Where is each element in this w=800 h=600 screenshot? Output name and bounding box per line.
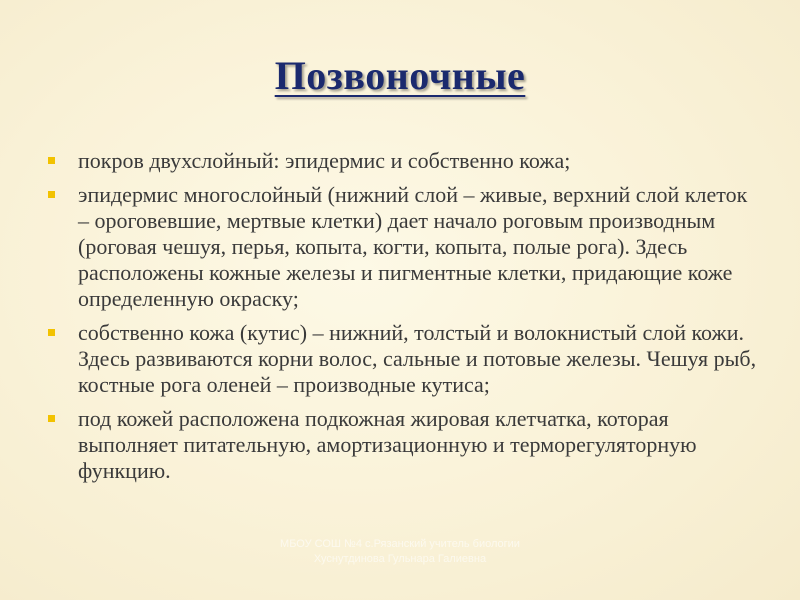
bullet-item — [48, 320, 760, 398]
bullet-text: под кожей расположена подкожная жировая клетчатка, которая выполняет питательную, амортизационную и терморегуляторную функцию. — [78, 406, 697, 483]
bullet-square-icon — [48, 415, 55, 422]
bullet-square-icon — [48, 191, 55, 198]
bullet-square-icon — [48, 157, 55, 164]
bullet-square-icon — [48, 329, 55, 336]
bullet-text: покров двухслойный: эпидермис и собственно кожа; — [78, 148, 571, 173]
footer-credit: МБОУ СОШ №4 с.Рязанский учитель биологии Хуснутдинова Гульнара Галиевна — [280, 538, 520, 565]
bullet-item — [48, 406, 760, 484]
bullet-text: эпидермис многослойный (нижний слой – живые, верхний слой клеток – ороговевшие, мертвые клетки) дает начало роговым производным (роговая чешуя, перья, копыта, когти, копыта, полые рога). Здесь расположены кожные железы и пигментные клетки, придающие коже определенную окраску; — [78, 182, 748, 311]
bullet-item — [48, 182, 760, 312]
bullet-text: собственно кожа (кутис) – нижний, толстый и волокнистый слой кожи. Здесь развиваются корни волос, сальные и потовые железы. Чешуя рыб, костные рога оленей – производные кутиса; — [78, 320, 757, 397]
bullet-item — [48, 148, 760, 174]
slide-title: Позвоночные — [274, 53, 526, 98]
bullet-list — [48, 148, 760, 492]
